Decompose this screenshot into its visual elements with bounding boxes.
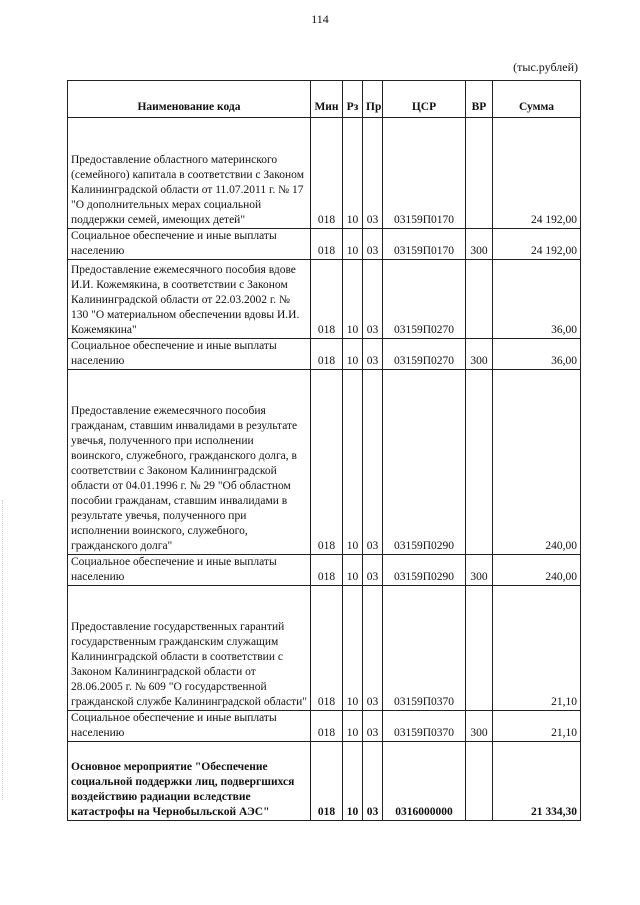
row-vr [466,586,493,711]
row-pr: 03 [363,339,383,370]
units-label: (тыс.рублей) [513,60,578,74]
row-min: 018 [311,711,343,742]
row-min: 018 [311,742,343,821]
row-pr: 03 [363,586,383,711]
row-name: Социальное обеспечение и иные выплаты населению [68,339,311,370]
row-pr: 03 [363,260,383,339]
row-min: 018 [311,260,343,339]
header-name: Наименование кода [68,81,311,118]
row-vr: 300 [466,339,493,370]
row-name: Социальное обеспечение и иные выплаты населению [68,555,311,586]
row-sum: 21 334,30 [493,742,581,821]
row-rz: 10 [343,229,363,260]
table-header-row [68,81,581,118]
row-sum: 24 192,00 [493,229,581,260]
row-rz: 10 [343,742,363,821]
row-vr [466,118,493,229]
table-row [68,229,581,260]
row-pr: 03 [363,711,383,742]
row-sum: 21,10 [493,711,581,742]
row-csr: 03159П0170 [383,118,466,229]
header-pr: Пр [363,81,383,118]
row-name: Предоставление областного материнского (семейного) капитала в соответствии с Законом Калининградской области от 11.07.2011 г. № 17 "О дополнительных мерах социальной поддержки семей, имеющих детей" [68,118,311,229]
row-vr [466,260,493,339]
row-rz: 10 [343,555,363,586]
row-name: Предоставление ежемесячного пособия вдове И.И. Кожемякина, в соответствии с Законом Калининградской области от 22.03.2002 г. № 130 "О материальном обеспечении вдовы И.И. Кожемякина" [68,260,311,339]
row-vr [466,370,493,555]
row-min: 018 [311,370,343,555]
header-vr: ВР [466,81,493,118]
row-csr: 03159П0270 [383,339,466,370]
table-row [68,260,581,339]
row-sum: 240,00 [493,555,581,586]
row-csr: 03159П0290 [383,555,466,586]
page-number: 114 [311,12,329,26]
row-min: 018 [311,555,343,586]
header-csr: ЦСР [383,81,466,118]
row-pr: 03 [363,118,383,229]
row-min: 018 [311,229,343,260]
table-row [68,742,581,821]
row-sum: 36,00 [493,260,581,339]
row-rz: 10 [343,586,363,711]
row-name: Основное мероприятие "Обеспечение социальной поддержки лиц, подвергшихся воздействию радиации вследствие катастрофы на Чернобыльской АЭС" [68,742,311,821]
row-csr: 0316000000 [383,742,466,821]
row-sum: 24 192,00 [493,118,581,229]
row-csr: 03159П0270 [383,260,466,339]
table-row [68,711,581,742]
header-sum: Сумма [493,81,581,118]
table-row [68,370,581,555]
table-row [68,586,581,711]
scan-margin-marks [2,500,9,800]
header-rz: Рз [343,81,363,118]
budget-table [67,80,581,821]
row-rz: 10 [343,118,363,229]
row-sum: 36,00 [493,339,581,370]
row-rz: 10 [343,260,363,339]
row-pr: 03 [363,229,383,260]
row-name: Предоставление государственных гарантий государственным гражданским служащим Калининградской области в соответствии с Законом Калининградской области от 28.06.2005 г. № 609 "О государственной гражданской службе Калининградской области" [68,586,311,711]
table-row [68,339,581,370]
row-csr: 03159П0370 [383,711,466,742]
row-sum: 240,00 [493,370,581,555]
row-csr: 03159П0170 [383,229,466,260]
row-vr: 300 [466,229,493,260]
row-name: Социальное обеспечение и иные выплаты населению [68,229,311,260]
row-min: 018 [311,339,343,370]
row-sum: 21,10 [493,586,581,711]
row-name: Предоставление ежемесячного пособия гражданам, ставшим инвалидами в результате увечья, полученного при исполнении воинского, служебного, гражданского долга, в соответствии с Законом Калининградской области от 04.01.1996 г. № 29 "Об областном пособии гражданам, ставшим инвалидами в результате увечья, полученного при исполнении воинского, служебного, гражданского долга" [68,370,311,555]
row-pr: 03 [363,370,383,555]
row-vr: 300 [466,555,493,586]
row-pr: 03 [363,555,383,586]
table-row [68,118,581,229]
row-csr: 03159П0290 [383,370,466,555]
row-name: Социальное обеспечение и иные выплаты населению [68,711,311,742]
row-vr [466,742,493,821]
row-pr: 03 [363,742,383,821]
table-row [68,555,581,586]
row-rz: 10 [343,339,363,370]
row-vr: 300 [466,711,493,742]
header-min: Мин [311,81,343,118]
row-rz: 10 [343,711,363,742]
row-rz: 10 [343,370,363,555]
row-min: 018 [311,586,343,711]
row-min: 018 [311,118,343,229]
row-csr: 03159П0370 [383,586,466,711]
